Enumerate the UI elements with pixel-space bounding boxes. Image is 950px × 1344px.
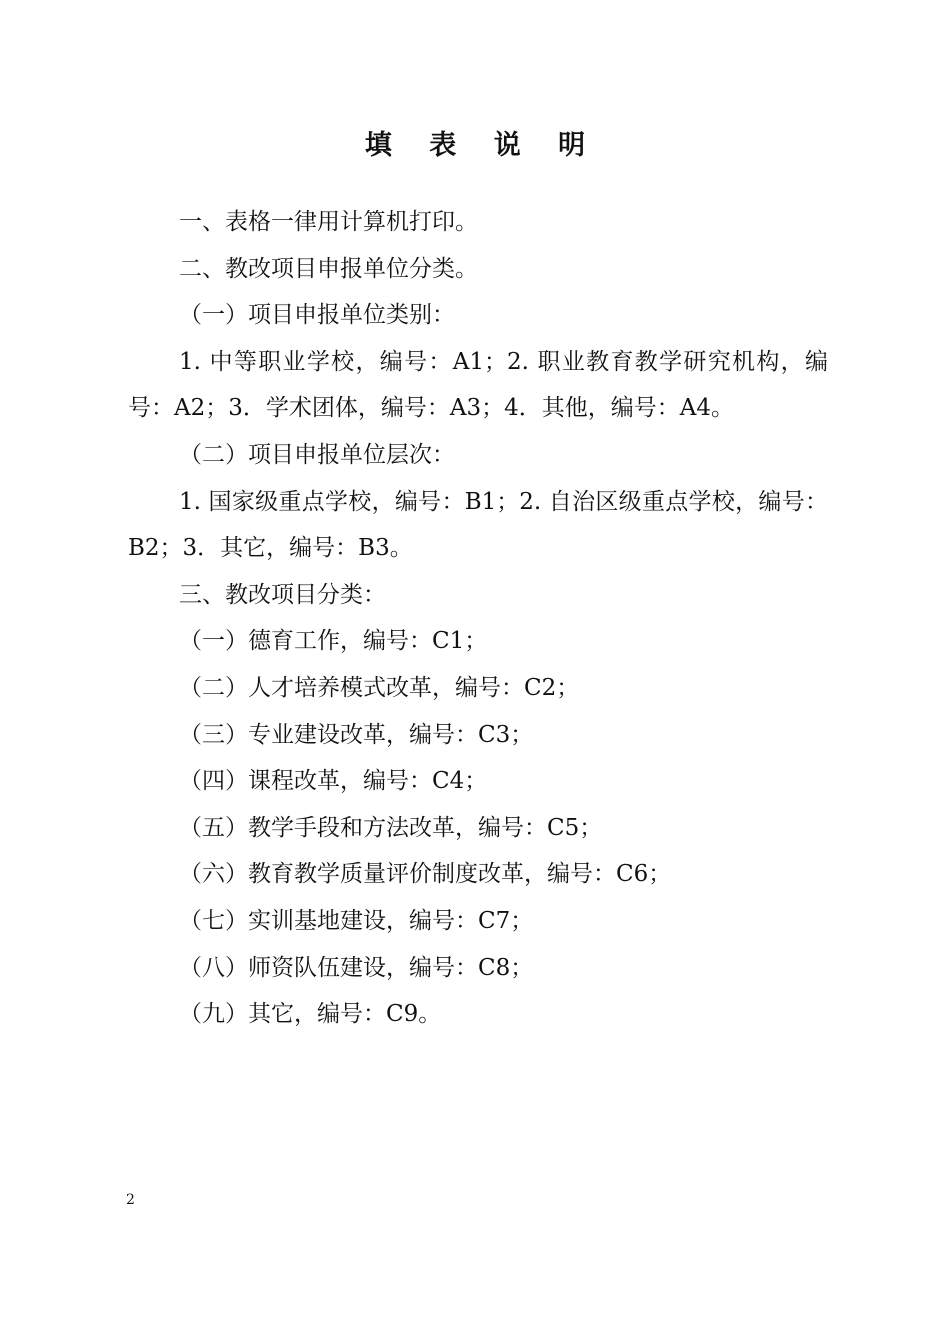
paragraph-print-rule: 一、表格一律用计算机打印。 <box>179 209 478 235</box>
list-item: （五）教学手段和方法改革，编号：C5； <box>179 814 603 841</box>
paragraph-unit-category-heading: （一）项目申报单位类别： <box>179 302 455 329</box>
paragraph-unit-level-list: 1. 国家级重点学校，编号：B1；2. 自治区级重点学校，编号：B2；3．其它，编号：B3。 <box>128 488 828 562</box>
list-item: （一）德育工作，编号：C1； <box>179 628 488 655</box>
paragraph-unit-classification: 二、教改项目申报单位分类。 <box>179 255 478 282</box>
paragraph-project-classification: 三、教改项目分类： <box>179 581 386 608</box>
list-item: （三）专业建设改革，编号：C3； <box>179 721 534 748</box>
list-item: （九）其它，编号：C9。 <box>179 1001 442 1028</box>
list-item: （二）人才培养模式改革，编号：C2； <box>179 674 580 701</box>
page-number: 2 <box>126 1192 135 1208</box>
paragraph-unit-category-list: 1. 中等职业学校，编号：A1；2. 职业教育教学研究机构，编号：A2；3．学术团体，编号：A3；4．其他，编号：A4。 <box>128 348 828 422</box>
list-item: （四）课程改革，编号：C4； <box>179 768 488 795</box>
list-item: （八）师资队伍建设，编号：C8； <box>179 954 534 981</box>
list-item: （六）教育教学质量评价制度改革，编号：C6； <box>179 861 672 888</box>
paragraph-unit-level-heading: （二）项目申报单位层次： <box>179 441 455 468</box>
instructions-body <box>128 199 828 1038</box>
page-title: 填 表 说 明 <box>364 130 600 162</box>
list-item: （七）实训基地建设，编号：C7； <box>179 907 534 934</box>
